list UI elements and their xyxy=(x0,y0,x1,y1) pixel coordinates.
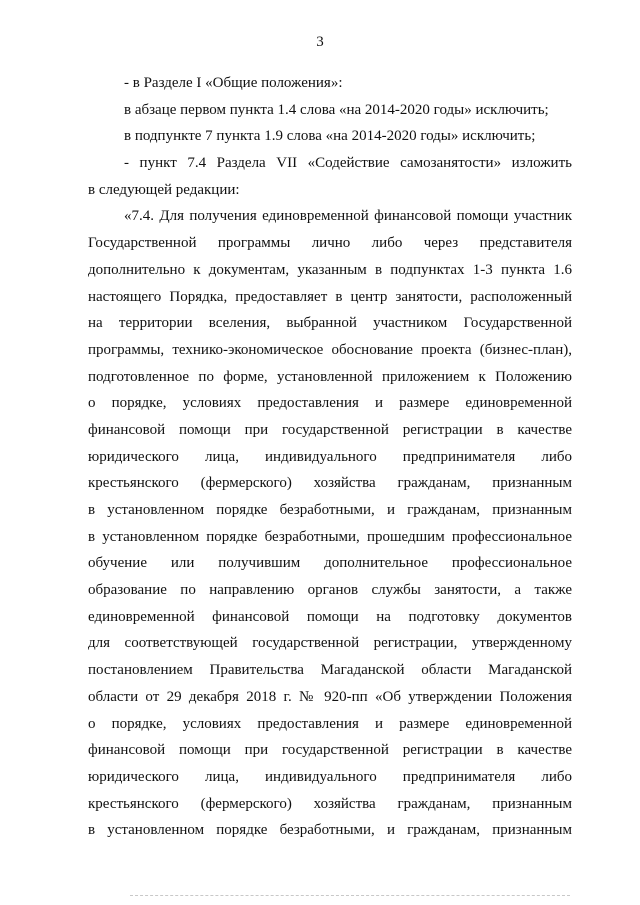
text-line: подготовленное по форме, установленной приложением к Положению xyxy=(88,368,572,385)
text-line: в установленном порядке безработными, и гражданам, признанным xyxy=(88,822,572,839)
text-line: настоящего Порядка, предоставляет в центр занятости, расположенный xyxy=(88,288,572,305)
text-line: Государственной программы лично либо через представителя xyxy=(88,235,572,252)
text-line: о порядке, условиях предоставления и размере единовременной xyxy=(88,715,572,732)
document-body xyxy=(88,70,572,844)
text-line: юридического лица, индивидуального предпринимателя либо xyxy=(88,448,572,465)
text-line: в установленном порядке безработными, и гражданам, признанным xyxy=(88,502,572,518)
text-line: обучение или получившим дополнительное профессиональное xyxy=(88,555,572,572)
text-line: в следующей редакции: xyxy=(88,181,240,198)
text-line: на территории вселения, выбранной участником Государственной xyxy=(88,315,572,332)
page-number: 3 xyxy=(316,34,324,50)
text-line: финансовой помощи при государственной регистрации в качестве xyxy=(88,742,572,759)
text-line: образование по направлению органов службы занятости, а также xyxy=(88,582,572,599)
text-line: юридического лица, индивидуального предпринимателя либо xyxy=(88,768,572,785)
text-line: постановлением Правительства Магаданской области Магаданской xyxy=(88,662,572,679)
text-line: в установленном порядке безработными, прошедшим профессиональное xyxy=(88,528,572,545)
text-line: единовременной финансовой помощи на подготовку документов xyxy=(88,608,572,625)
text-line: - пункт 7.4 Раздела VII «Содействие самозанятости» изложить xyxy=(124,155,572,172)
text-line: области от 29 декабря 2018 г. № 920-пп «Об утверждении Положения xyxy=(88,688,572,705)
text-line: крестьянского (фермерского) хозяйства гражданам, признанным xyxy=(88,795,572,812)
text-line: о порядке, условиях предоставления и размере единовременной xyxy=(88,395,572,412)
text-line: крестьянского (фермерского) хозяйства гражданам, признанным xyxy=(88,475,572,492)
text-line: в абзаце первом пункта 1.4 слова «на 2014-2020 годы» исключить; xyxy=(124,101,549,118)
text-line: программы, технико-экономическое обоснование проекта (бизнес-план), xyxy=(88,341,572,358)
text-line: дополнительно к документам, указанным в подпунктах 1-3 пункта 1.6 xyxy=(88,261,572,278)
text-line: «7.4. Для получения единовременной финансовой помощи участник xyxy=(124,208,572,225)
scan-edge-divider xyxy=(130,895,570,896)
text-line: финансовой помощи при государственной регистрации в качестве xyxy=(88,421,572,438)
text-line: - в Разделе I «Общие положения»: xyxy=(124,75,343,91)
text-line: для соответствующей государственной регистрации, утвержденному xyxy=(88,635,572,652)
text-line: в подпункте 7 пункта 1.9 слова «на 2014-2020 годы» исключить; xyxy=(124,128,536,145)
